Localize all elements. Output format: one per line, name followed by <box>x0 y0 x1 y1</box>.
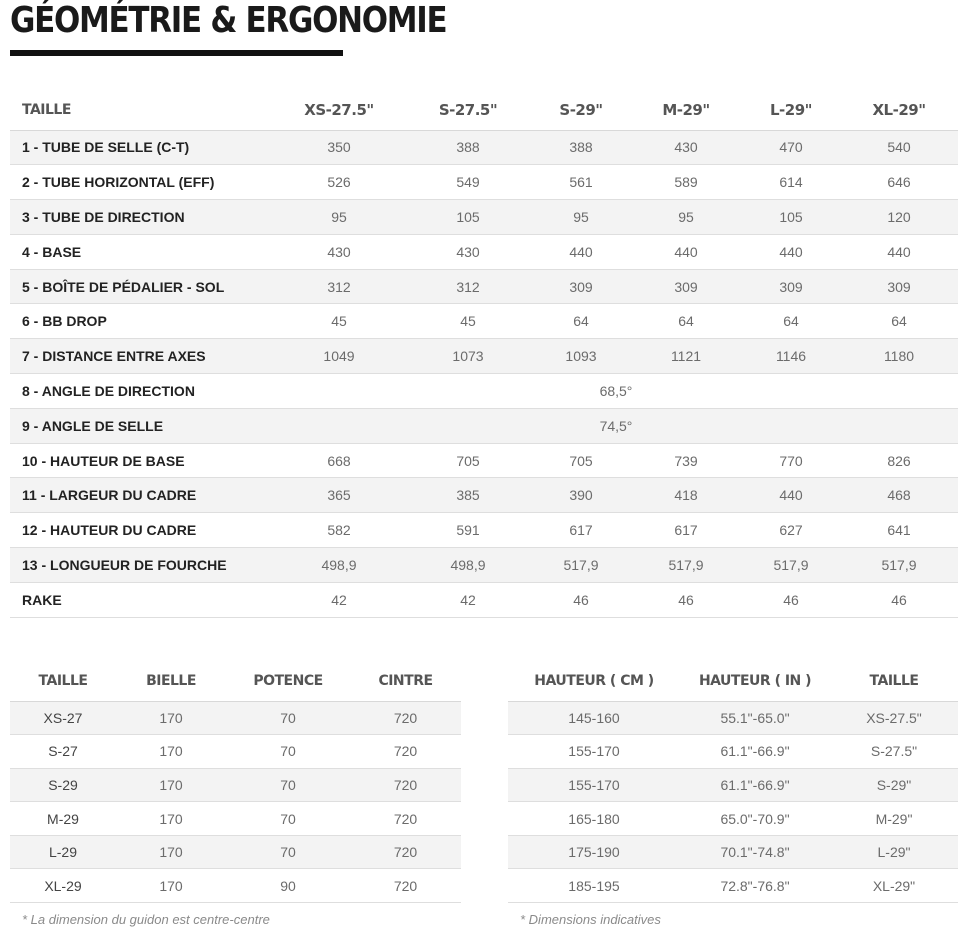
component-value: 170 <box>116 701 226 735</box>
measurement-value: 440 <box>742 234 840 269</box>
measurement-value: 64 <box>840 304 958 339</box>
components-table-body <box>10 701 461 903</box>
rider-height-table <box>508 661 958 903</box>
measurement-label: RAKE <box>10 582 274 617</box>
components-row <box>10 768 461 802</box>
geometry-table-body <box>10 130 958 617</box>
size-cell: XS-27 <box>10 701 116 735</box>
size-column-header: XS-27.5" <box>274 90 404 130</box>
measurement-value: 390 <box>532 478 630 513</box>
size-cell: S-29 <box>10 768 116 802</box>
height-in-cell: 65.0"-70.9" <box>680 802 830 836</box>
components-row <box>10 869 461 903</box>
measurement-value: 614 <box>742 165 840 200</box>
measurement-value: 95 <box>274 200 404 235</box>
measurement-value: 705 <box>404 443 532 478</box>
component-value: 70 <box>226 768 350 802</box>
measurement-label: 8 - ANGLE DE DIRECTION <box>10 374 274 409</box>
rider-height-row <box>508 735 958 769</box>
components-row <box>10 735 461 769</box>
geometry-row <box>10 269 958 304</box>
components-column-header: BIELLE <box>116 661 226 701</box>
measurement-value: 770 <box>742 443 840 478</box>
geometry-row <box>10 408 958 443</box>
sizing-footnote: * Dimensions indicatives <box>520 912 661 927</box>
geometry-row <box>10 234 958 269</box>
component-value: 720 <box>350 768 461 802</box>
component-value: 70 <box>226 802 350 836</box>
rider-height-row <box>508 701 958 735</box>
measurement-value: 95 <box>532 200 630 235</box>
height-cm-cell: 145-160 <box>508 701 680 735</box>
rider-height-row <box>508 869 958 903</box>
measurement-value: 64 <box>742 304 840 339</box>
component-value: 720 <box>350 701 461 735</box>
rider-height-column-header: HAUTEUR ( CM ) <box>508 661 680 701</box>
measurement-label: 5 - BOÎTE DE PÉDALIER - SOL <box>10 269 274 304</box>
rider-height-column-header: TAILLE <box>830 661 958 701</box>
size-cell: M-29 <box>10 802 116 836</box>
measurement-value: 617 <box>630 513 742 548</box>
measurement-value: 309 <box>840 269 958 304</box>
measurement-value: 309 <box>630 269 742 304</box>
measurement-label: 10 - HAUTEUR DE BASE <box>10 443 274 478</box>
measurement-value: 440 <box>630 234 742 269</box>
geometry-row <box>10 443 958 478</box>
handlebar-footnote: * La dimension du guidon est centre-centre <box>22 912 270 927</box>
size-cell: XS-27.5" <box>830 701 958 735</box>
measurement-value: 312 <box>274 269 404 304</box>
measurement-value: 309 <box>742 269 840 304</box>
size-cell: L-29 <box>10 835 116 869</box>
measurement-label: 7 - DISTANCE ENTRE AXES <box>10 339 274 374</box>
size-cell: L-29" <box>830 835 958 869</box>
components-row <box>10 835 461 869</box>
measurement-value: 105 <box>742 200 840 235</box>
component-value: 90 <box>226 869 350 903</box>
size-cell: S-29" <box>830 768 958 802</box>
geometry-row <box>10 130 958 165</box>
measurement-value: 46 <box>630 582 742 617</box>
rider-height-row <box>508 802 958 836</box>
measurement-value: 1093 <box>532 339 630 374</box>
measurement-value: 826 <box>840 443 958 478</box>
height-in-cell: 61.1"-66.9" <box>680 768 830 802</box>
measurement-value: 517,9 <box>840 548 958 583</box>
measurement-value: 440 <box>840 234 958 269</box>
measurement-value: 540 <box>840 130 958 165</box>
height-cm-cell: 155-170 <box>508 768 680 802</box>
measurement-value: 120 <box>840 200 958 235</box>
measurement-value: 46 <box>742 582 840 617</box>
rider-height-table-body <box>508 701 958 903</box>
size-cell: XL-29 <box>10 869 116 903</box>
height-in-cell: 61.1"-66.9" <box>680 735 830 769</box>
geometry-row <box>10 165 958 200</box>
component-value: 70 <box>226 735 350 769</box>
measurement-label: 4 - BASE <box>10 234 274 269</box>
measurement-label: 11 - LARGEUR DU CADRE <box>10 478 274 513</box>
measurement-value: 1121 <box>630 339 742 374</box>
measurement-value: 46 <box>532 582 630 617</box>
measurement-value: 46 <box>840 582 958 617</box>
geometry-row <box>10 339 958 374</box>
measurement-value: 517,9 <box>532 548 630 583</box>
geometry-row <box>10 582 958 617</box>
height-cm-cell: 185-195 <box>508 869 680 903</box>
measurement-label: 12 - HAUTEUR DU CADRE <box>10 513 274 548</box>
component-value: 170 <box>116 735 226 769</box>
measurement-value: 64 <box>630 304 742 339</box>
measurement-value: 739 <box>630 443 742 478</box>
components-row <box>10 701 461 735</box>
geometry-row <box>10 478 958 513</box>
measurement-value: 45 <box>404 304 532 339</box>
measurement-value: 430 <box>274 234 404 269</box>
component-value: 170 <box>116 869 226 903</box>
components-column-header: POTENCE <box>226 661 350 701</box>
component-value: 170 <box>116 768 226 802</box>
measurement-value: 64 <box>532 304 630 339</box>
measurement-value: 617 <box>532 513 630 548</box>
size-cell: S-27.5" <box>830 735 958 769</box>
size-column-header: S-29" <box>532 90 630 130</box>
component-value: 170 <box>116 802 226 836</box>
component-value: 70 <box>226 835 350 869</box>
rider-height-header-row <box>508 661 958 701</box>
measurement-value: 561 <box>532 165 630 200</box>
rider-height-column-header: HAUTEUR ( IN ) <box>680 661 830 701</box>
measurement-value: 385 <box>404 478 532 513</box>
measurement-label: 3 - TUBE DE DIRECTION <box>10 200 274 235</box>
measurement-value: 309 <box>532 269 630 304</box>
merged-value-cell: 74,5° <box>274 408 958 443</box>
component-value: 720 <box>350 835 461 869</box>
measurement-value: 526 <box>274 165 404 200</box>
components-column-header: CINTRE <box>350 661 461 701</box>
measurement-value: 42 <box>404 582 532 617</box>
measurement-value: 312 <box>404 269 532 304</box>
measurement-value: 591 <box>404 513 532 548</box>
component-value: 170 <box>116 835 226 869</box>
geometry-row <box>10 200 958 235</box>
rider-height-row <box>508 835 958 869</box>
size-column-header: S-27.5" <box>404 90 532 130</box>
measurement-value: 641 <box>840 513 958 548</box>
measurement-value: 440 <box>742 478 840 513</box>
components-column-header: TAILLE <box>10 661 116 701</box>
component-value: 70 <box>226 701 350 735</box>
height-cm-cell: 175-190 <box>508 835 680 869</box>
measurement-value: 549 <box>404 165 532 200</box>
measurement-value: 42 <box>274 582 404 617</box>
measurement-value: 1073 <box>404 339 532 374</box>
geometry-row <box>10 374 958 409</box>
components-table <box>10 661 461 903</box>
measurement-value: 517,9 <box>742 548 840 583</box>
measurement-value: 589 <box>630 165 742 200</box>
size-header: TAILLE <box>10 90 274 130</box>
measurement-label: 2 - TUBE HORIZONTAL (EFF) <box>10 165 274 200</box>
measurement-value: 430 <box>404 234 532 269</box>
measurement-value: 627 <box>742 513 840 548</box>
measurement-value: 468 <box>840 478 958 513</box>
measurement-value: 646 <box>840 165 958 200</box>
component-value: 720 <box>350 802 461 836</box>
geometry-row <box>10 304 958 339</box>
component-value: 720 <box>350 869 461 903</box>
size-cell: XL-29" <box>830 869 958 903</box>
title-underline <box>10 50 343 56</box>
measurement-value: 440 <box>532 234 630 269</box>
measurement-value: 498,9 <box>274 548 404 583</box>
components-header-row <box>10 661 461 701</box>
measurement-value: 45 <box>274 304 404 339</box>
rider-height-row <box>508 768 958 802</box>
measurement-value: 418 <box>630 478 742 513</box>
height-cm-cell: 165-180 <box>508 802 680 836</box>
height-in-cell: 70.1"-74.8" <box>680 835 830 869</box>
size-column-header: M-29" <box>630 90 742 130</box>
page-title: GÉOMÉTRIE & ERGONOMIE <box>10 0 447 41</box>
measurement-value: 498,9 <box>404 548 532 583</box>
measurement-value: 365 <box>274 478 404 513</box>
measurement-value: 705 <box>532 443 630 478</box>
measurement-value: 1180 <box>840 339 958 374</box>
geometry-row <box>10 548 958 583</box>
geometry-table <box>10 90 958 618</box>
size-cell: M-29" <box>830 802 958 836</box>
geometry-row <box>10 513 958 548</box>
measurement-value: 470 <box>742 130 840 165</box>
measurement-value: 1049 <box>274 339 404 374</box>
size-cell: S-27 <box>10 735 116 769</box>
measurement-value: 105 <box>404 200 532 235</box>
size-column-header: XL-29" <box>840 90 958 130</box>
components-row <box>10 802 461 836</box>
measurement-value: 388 <box>532 130 630 165</box>
measurement-value: 517,9 <box>630 548 742 583</box>
measurement-value: 95 <box>630 200 742 235</box>
geometry-header-row <box>10 90 958 130</box>
measurement-value: 388 <box>404 130 532 165</box>
height-in-cell: 72.8"-76.8" <box>680 869 830 903</box>
component-value: 720 <box>350 735 461 769</box>
measurement-value: 350 <box>274 130 404 165</box>
height-cm-cell: 155-170 <box>508 735 680 769</box>
measurement-value: 668 <box>274 443 404 478</box>
measurement-value: 430 <box>630 130 742 165</box>
measurement-value: 1146 <box>742 339 840 374</box>
measurement-label: 6 - BB DROP <box>10 304 274 339</box>
size-column-header: L-29" <box>742 90 840 130</box>
measurement-value: 582 <box>274 513 404 548</box>
height-in-cell: 55.1"-65.0" <box>680 701 830 735</box>
measurement-label: 9 - ANGLE DE SELLE <box>10 408 274 443</box>
measurement-label: 13 - LONGUEUR DE FOURCHE <box>10 548 274 583</box>
merged-value-cell: 68,5° <box>274 374 958 409</box>
measurement-label: 1 - TUBE DE SELLE (C-T) <box>10 130 274 165</box>
